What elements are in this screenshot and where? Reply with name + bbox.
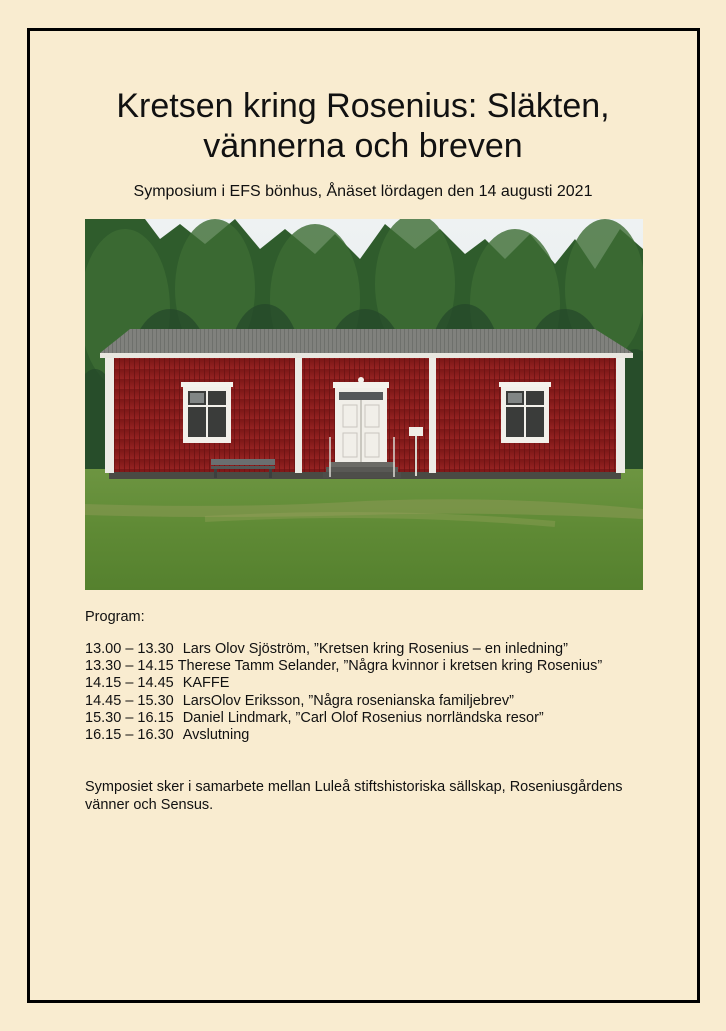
- program-item: [85, 675, 602, 692]
- front-door: [333, 377, 389, 462]
- roof: [100, 329, 633, 353]
- title-line-1: Kretsen kring Rosenius: Släkten,: [116, 87, 610, 125]
- program-item: [85, 693, 602, 710]
- collaboration-note: [85, 778, 655, 814]
- program-time: 14.45 – 15.30: [85, 692, 174, 709]
- program-heading: Program:: [85, 609, 145, 625]
- chapel-photo: [85, 219, 643, 590]
- program-item: [85, 641, 602, 658]
- document-title: [0, 86, 726, 166]
- collaboration-note-line-2: vänner och Sensus.: [85, 797, 214, 813]
- right-window: [499, 382, 551, 443]
- program-time: 13.30 – 14.15: [85, 658, 174, 675]
- program-item: [85, 658, 602, 675]
- program-title: Lars Olov Sjöström, ”Kretsen kring Rosenius – en inledning”: [182, 641, 568, 657]
- document-subtitle: Symposium i EFS bönhus, Ånäset lördagen den 14 augusti 2021: [133, 183, 593, 200]
- program-title: Therese Tamm Selander, ”Några kvinnor i kretsen kring Rosenius”: [177, 658, 603, 675]
- program-title: Avslutning: [182, 727, 250, 744]
- program-list: [85, 641, 602, 744]
- program-time: 15.30 – 16.15: [85, 709, 174, 726]
- collaboration-note-line-1: Symposiet sker i samarbete mellan Luleå stiftshistoriska sällskap, Roseniusgårdens: [85, 779, 623, 795]
- program-title: KAFFE: [182, 675, 230, 692]
- program-item: [85, 710, 602, 727]
- program-title: LarsOlov Eriksson, ”Några rosenianska familjebrev”: [182, 692, 514, 709]
- program-title: Daniel Lindmark, ”Carl Olof Rosenius norrländska resor”: [182, 709, 544, 726]
- program-time: 13.00 – 13.30: [85, 641, 174, 657]
- program-time: 14.15 – 14.45: [85, 675, 174, 692]
- program-time: 16.15 – 16.30: [85, 727, 174, 744]
- title-line-2: vännerna och breven: [203, 127, 523, 165]
- program-item: [85, 727, 602, 744]
- left-window: [181, 382, 233, 443]
